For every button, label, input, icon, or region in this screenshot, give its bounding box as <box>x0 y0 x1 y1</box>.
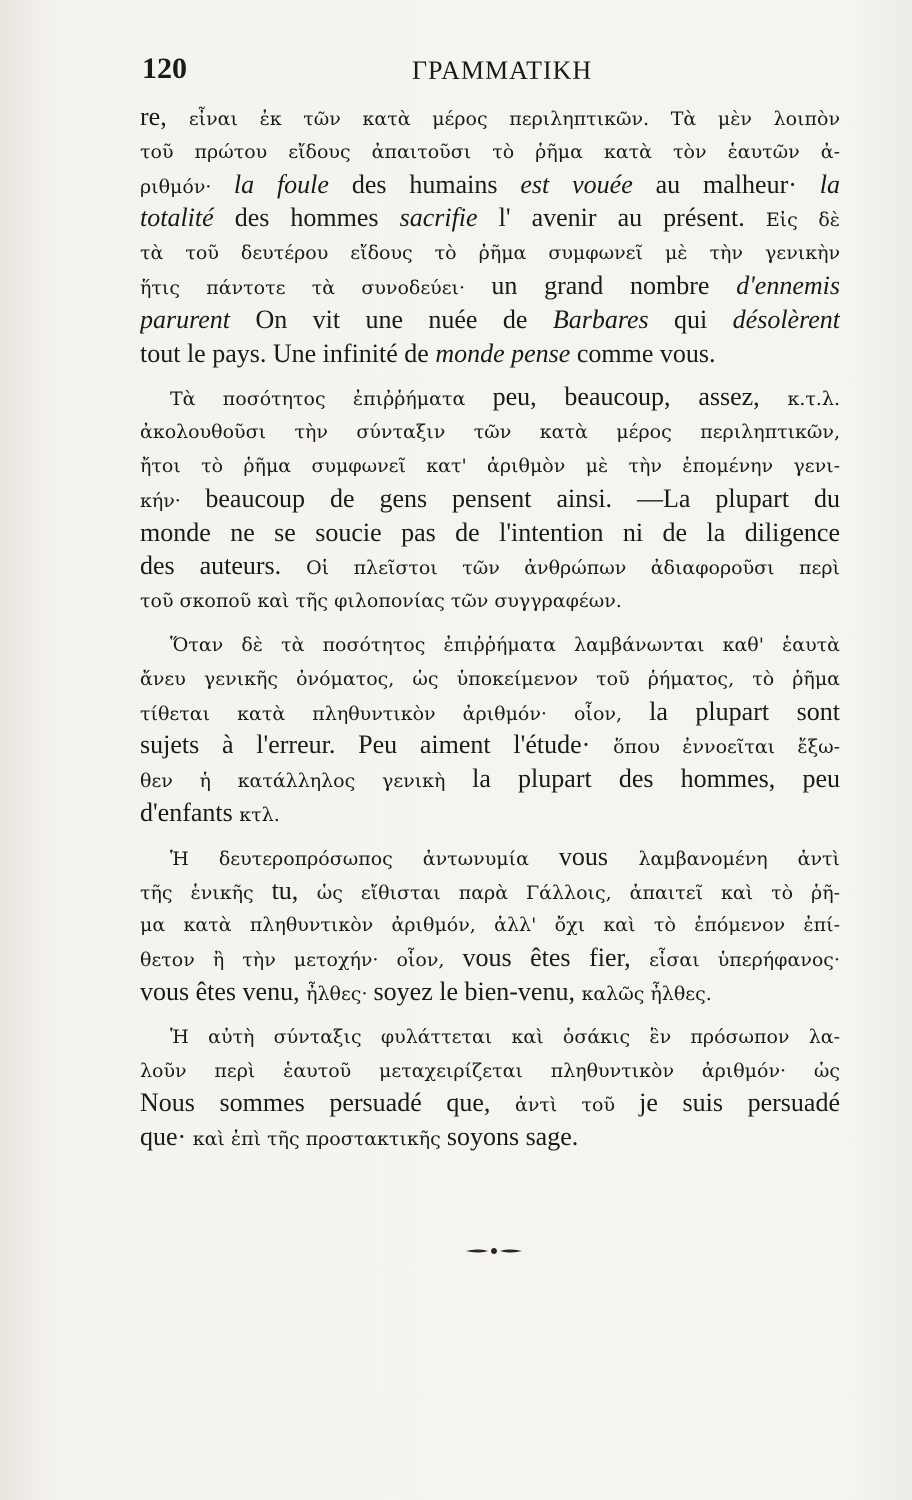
french-text: peu, beaucoup, assez, <box>492 382 788 412</box>
text-line <box>140 796 840 830</box>
page-header <box>142 52 842 88</box>
french-text: des humains <box>328 169 521 199</box>
french-text: l' avenir au présent. <box>477 203 766 233</box>
greek-text: τίθεται κατὰ πληθυντικὸν ἀριθμόν· οἷον, <box>140 702 650 725</box>
french-text: tu, <box>271 875 317 905</box>
text-line <box>140 482 840 516</box>
page-number: 120 <box>142 52 187 85</box>
french-text: Barbares <box>552 304 649 334</box>
greek-text: Ἡ δευτεροπρόσωπος ἀντωνυμία <box>170 847 559 870</box>
greek-text: εἶσαι ὑπερήφανος· <box>649 949 840 972</box>
tailpiece-ornament-icon <box>464 1245 524 1257</box>
french-text: qui <box>648 304 733 334</box>
french-text: au malheur· <box>632 169 820 199</box>
french-text: tout le pays. Une infinité de <box>140 338 436 368</box>
french-text: parurent <box>140 304 231 334</box>
text-line <box>140 874 840 908</box>
body-text <box>140 100 840 1154</box>
greek-text: ἦλθες· <box>306 982 374 1005</box>
greek-text: τοῦ σκοποῦ καὶ τῆς φιλοπονίας τῶν συγγραφέων. <box>140 590 622 613</box>
french-text: désolèrent <box>732 304 840 334</box>
french-text: beaucoup de gens pensent ainsi. —La plupart du <box>205 483 840 513</box>
text-line <box>140 1053 840 1087</box>
text-line <box>140 627 840 661</box>
text-line <box>140 235 840 269</box>
greek-text: λαμβανομένη ἀντὶ <box>638 847 840 870</box>
french-text: je suis persuadé <box>639 1088 840 1118</box>
greek-text: τὰ τοῦ δευτέρου εἴδους τὸ ῥῆμα συμφωνεῖ μὲ τὴν γενικὴν <box>140 242 840 265</box>
greek-text: Ἡ αὐτὴ σύνταξις φυλάττεται καὶ ὁσάκις ἓν πρόσωπον λα- <box>170 1025 840 1048</box>
french-text: un grand nombre <box>491 270 737 300</box>
text-line <box>140 1019 840 1053</box>
text-line <box>140 414 840 448</box>
text-line <box>140 168 840 202</box>
greek-text: μα κατὰ πληθυντικὸν ἀριθμόν, ἀλλ' ὄχι καὶ τὸ ἑπόμενον ἐπί- <box>140 914 840 937</box>
text-line <box>140 201 840 235</box>
greek-text: Ὅταν δὲ τὰ ποσότητος ἐπιῤῥήματα λαμβάνωνται καθ' ἑαυτὰ <box>170 633 840 656</box>
greek-text: ἀκολουθοῦσι τὴν σύνταξιν τῶν κατὰ μέρος περιληπτικῶν, <box>140 421 840 444</box>
greek-text: τῆς ἑνικῆς <box>140 881 272 904</box>
greek-text: θετον ἢ τὴν μετοχήν· οἷον, <box>140 949 463 972</box>
french-text: comme vous. <box>570 338 716 368</box>
french-text: re, <box>140 102 189 131</box>
text-line <box>140 303 840 337</box>
greek-text: κήν· <box>140 489 206 512</box>
french-text: d'enfants <box>140 797 240 827</box>
text-line <box>140 695 840 729</box>
text-line <box>140 269 840 303</box>
greek-text: ἀντὶ τοῦ <box>515 1094 640 1117</box>
french-text: est vouée <box>520 169 633 199</box>
greek-text: κτλ. <box>239 803 280 826</box>
text-line <box>140 583 840 617</box>
french-text: soyons sage. <box>446 1122 579 1152</box>
text-line <box>140 380 840 414</box>
text-line <box>140 1086 840 1120</box>
text-line <box>140 728 840 762</box>
text-line <box>140 134 840 168</box>
text-line <box>140 840 840 874</box>
greek-text: λοῦν περὶ ἑαυτοῦ μεταχειρίζεται πληθυντικὸν ἀριθμόν· ὡς <box>140 1059 840 1082</box>
text-line <box>140 516 840 550</box>
text-line <box>140 661 840 695</box>
french-text: sacrifie <box>399 203 478 233</box>
greek-text: κ.τ.λ. <box>787 388 840 411</box>
text-line <box>140 941 840 975</box>
french-text: des auteurs. <box>140 551 307 581</box>
greek-text: Οἱ πλεῖστοι τῶν ἀνθρώπων ἀδιαφοροῦσι περὶ <box>306 557 840 580</box>
text-line <box>140 337 840 371</box>
text-line <box>140 762 840 796</box>
greek-text: ἄνευ γενικῆς ὀνόματος, ὡς ὑποκείμενον τοῦ ῥήματος, τὸ ῥῆμα <box>140 667 840 690</box>
french-text: des hommes <box>213 203 400 233</box>
greek-text: Τὰ ποσότητος ἐπιῤῥήματα <box>170 388 493 411</box>
french-text: soyez le bien-venu, <box>373 976 582 1006</box>
french-text: totalité <box>140 203 214 233</box>
french-text: vous êtes venu, <box>140 976 307 1006</box>
text-line <box>140 549 840 583</box>
greek-text: τοῦ πρώτου εἴδους ἀπαιτοῦσι τὸ ῥῆμα κατὰ τὸν ἑαυτῶν ἀ- <box>140 140 840 163</box>
french-text: monde pense <box>435 338 571 368</box>
french-text: la plupart des hommes, peu <box>472 764 840 794</box>
french-text: que· <box>140 1122 193 1152</box>
french-text: la foule <box>233 169 329 199</box>
text-line <box>140 907 840 941</box>
text-line <box>140 975 840 1009</box>
greek-text: καὶ ἐπὶ τῆς προστακτικῆς <box>192 1128 447 1151</box>
greek-text: εἶναι ἐκ τῶν κατὰ μέρος περιληπτικῶν. Τὰ μὲν λοιπὸν <box>188 108 840 130</box>
text-line <box>140 1120 840 1154</box>
french-text: vous êtes fier, <box>462 943 650 973</box>
french-text: la plupart sont <box>649 696 840 726</box>
french-text: vous <box>558 841 639 871</box>
greek-text: ἥτις πάντοτε τὰ συνοδεύει· <box>140 276 492 299</box>
text-line <box>140 100 840 134</box>
greek-text: ὡς εἴθισται παρὰ Γάλλοις, ἀπαιτεῖ καὶ τὸ ῥῆ- <box>316 881 840 904</box>
greek-text: Εἰς δὲ <box>765 209 840 232</box>
greek-text: θεν ἡ κατάλληλος γενικὴ <box>140 770 473 793</box>
greek-text: ὅπου ἐννοεῖται ἔξω- <box>613 736 840 759</box>
french-text: On vit une nuée de <box>230 304 553 334</box>
french-text: la <box>819 169 840 199</box>
running-title: ΓΡΑΜΜΑΤΙΚΗ <box>412 56 593 85</box>
greek-text: ριθμόν· <box>140 175 234 198</box>
french-text: monde ne se soucie pas de l'intention ni de la diligence <box>140 517 840 547</box>
greek-text: καλῶς ἦλθες. <box>581 982 712 1005</box>
greek-text: ἤτοι τὸ ῥῆμα συμφωνεῖ κατ' ἀριθμὸν μὲ τὴν ἑπομένην γενι- <box>140 454 840 477</box>
french-text: Nous sommes persuadé que, <box>140 1088 515 1118</box>
text-line <box>140 448 840 482</box>
french-text: d'ennemis <box>736 270 840 300</box>
french-text: sujets à l'erreur. Peu aiment l'étude· <box>140 730 614 760</box>
